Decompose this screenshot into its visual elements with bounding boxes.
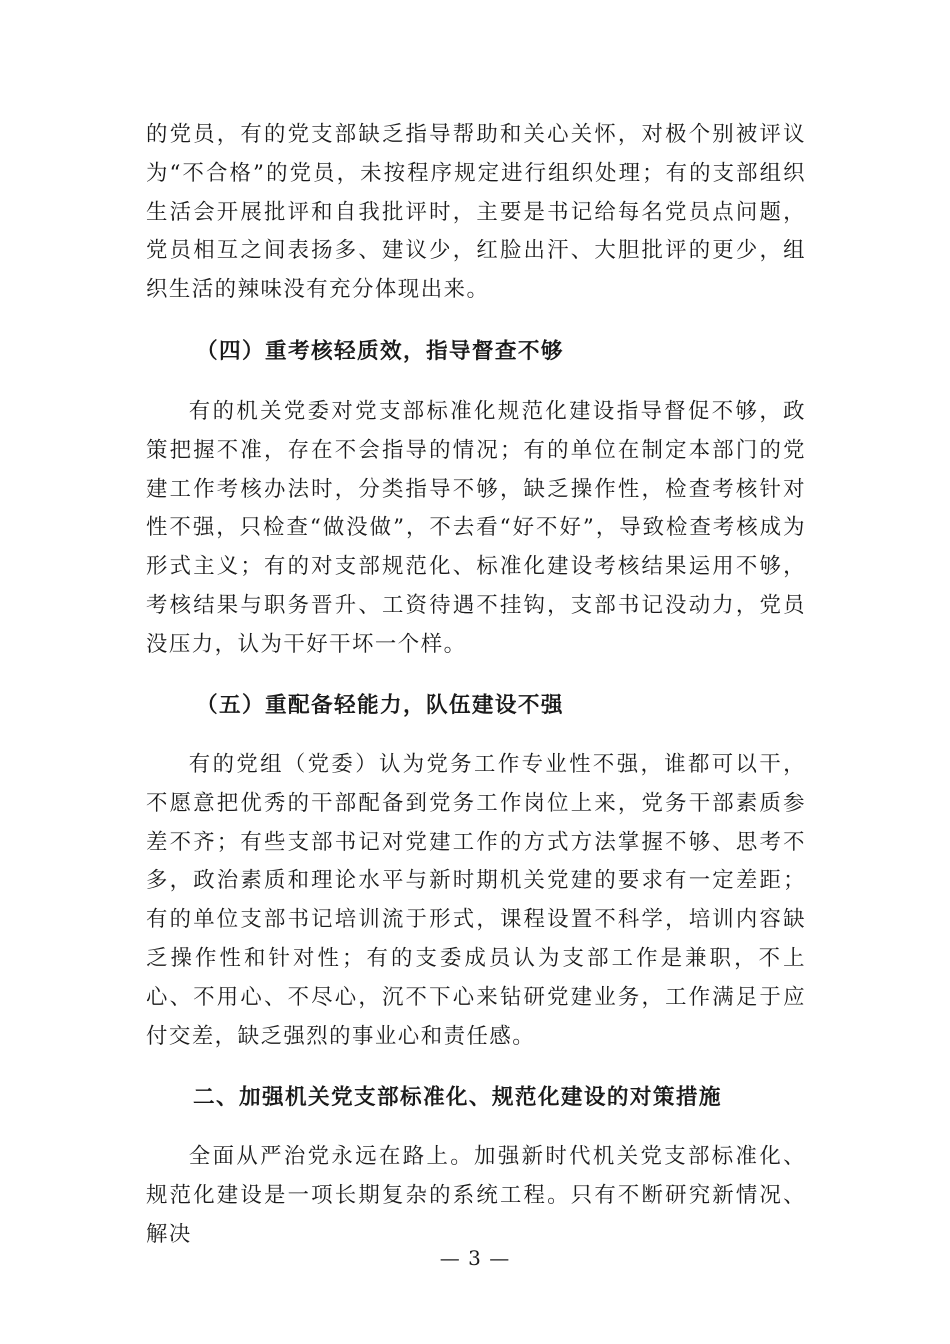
section-heading-five: （五）重配备轻能力，队伍建设不强	[196, 693, 564, 718]
paragraph-team-building: 有的党组（党委）认为党务工作专业性不强，谁都可以干，不愿意把优秀的干部配备到党务工作岗位上来，党务干部素质参差不齐；有些支部书记对党建工作的方式方法掌握不够、思考不多，政治素质和理论水平与新时期机关党建的要求有一定差距；有的单位支部书记培训流于形式，课程设置不科学，培训内容缺乏操作性和针对性；有的支委成员认为支部工作是兼职，不上心、不用心、不尽心，沉不下心来钻研党建业务，工作满足于应付交差，缺乏强烈的事业心和责任感。	[146, 752, 806, 1049]
section-heading-four: （四）重考核轻质效，指导督查不够	[196, 339, 564, 364]
chapter-heading-two: 二、加强机关党支部标准化、规范化建设的对策措施	[193, 1085, 722, 1110]
paragraph-strict-governance: 全面从严治党永远在路上。加强新时代机关党支部标准化、规范化建设是一项长期复杂的系统工程。只有不断研究新情况、解决	[146, 1144, 806, 1247]
page-number: — 3 —	[439, 1246, 511, 1270]
paragraph-assessment-guidance: 有的机关党委对党支部标准化规范化建设指导督促不够，政策把握不准，存在不会指导的情况；有的单位在制定本部门的党建工作考核办法时，分类指导不够，缺乏操作性，检查考核针对性不强，只检查“做没做”，不去看“好不好”，导致检查考核成为形式主义；有的对支部规范化、标准化建设考核结果运用不够，考核结果与职务晋升、工资待遇不挂钩，支部书记没动力，党员没压力，认为干好干坏一个样。	[146, 399, 806, 657]
paragraph-party-members-evaluation: 的党员，有的党支部缺乏指导帮助和关心关怀，对极个别被评议为“不合格”的党员，未按程序规定进行组织处理；有的支部组织生活会开展批评和自我批评时，主要是书记给每名党员点问题，党员相互之间表扬多、建议少，红脸出汗、大胆批评的更少，组织生活的辣味没有充分体现出来。	[146, 122, 806, 303]
